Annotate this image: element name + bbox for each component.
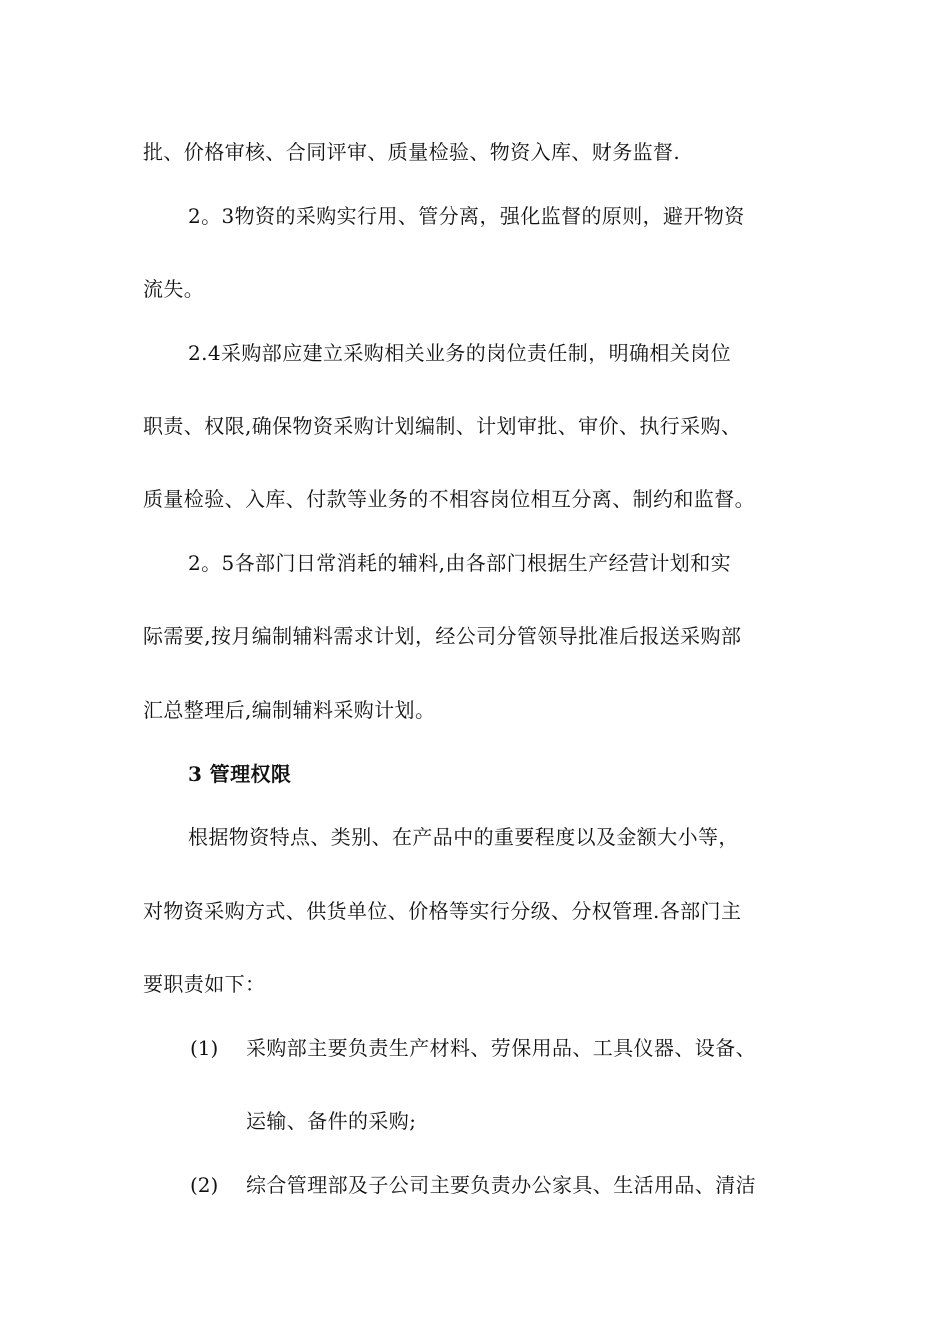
section-heading: 3 管理权限 — [188, 762, 292, 786]
paragraph-line: 汇总整理后,编制辅料采购计划。 — [143, 698, 436, 722]
list-item-text: 综合管理部及子公司主要负责办公家具、生活用品、清洁 — [246, 1173, 756, 1197]
list-item-text: 运输、备件的采购; — [246, 1109, 417, 1133]
paragraph-line: 2。3物资的采购实行用、管分离，强化监督的原则，避开物资 — [188, 204, 745, 228]
paragraph-line: 要职责如下： — [143, 972, 266, 996]
paragraph-line: 对物资采购方式、供货单位、价格等实行分级、分权管理.各部门主 — [143, 899, 742, 923]
paragraph-line: 根据物资特点、类别、在产品中的重要程度以及金额大小等， — [188, 825, 739, 849]
paragraph-line: 2.4采购部应建立采购相关业务的岗位责任制，明确相关岗位 — [188, 341, 732, 365]
paragraph-line: 批、价格审核、合同评审、质量检验、物资入库、财务监督. — [143, 140, 681, 164]
list-item-number: (2) — [190, 1173, 219, 1197]
paragraph-line: 职责、权限,确保物资采购计划编制、计划审批、审价、执行采购、 — [143, 414, 742, 438]
list-item-text: 采购部主要负责生产材料、劳保用品、工具仪器、设备、 — [246, 1036, 756, 1060]
paragraph-line: 质量检验、入库、付款等业务的不相容岗位相互分离、制约和监督。 — [143, 487, 755, 511]
paragraph-line: 际需要,按月编制辅料需求计划，经公司分管领导批准后报送采购部 — [143, 624, 742, 648]
list-item-number: (1) — [190, 1036, 219, 1060]
paragraph-line: 2。5各部门日常消耗的辅料,由各部门根据生产经营计划和实 — [188, 551, 732, 575]
paragraph-line: 流失。 — [143, 277, 205, 301]
